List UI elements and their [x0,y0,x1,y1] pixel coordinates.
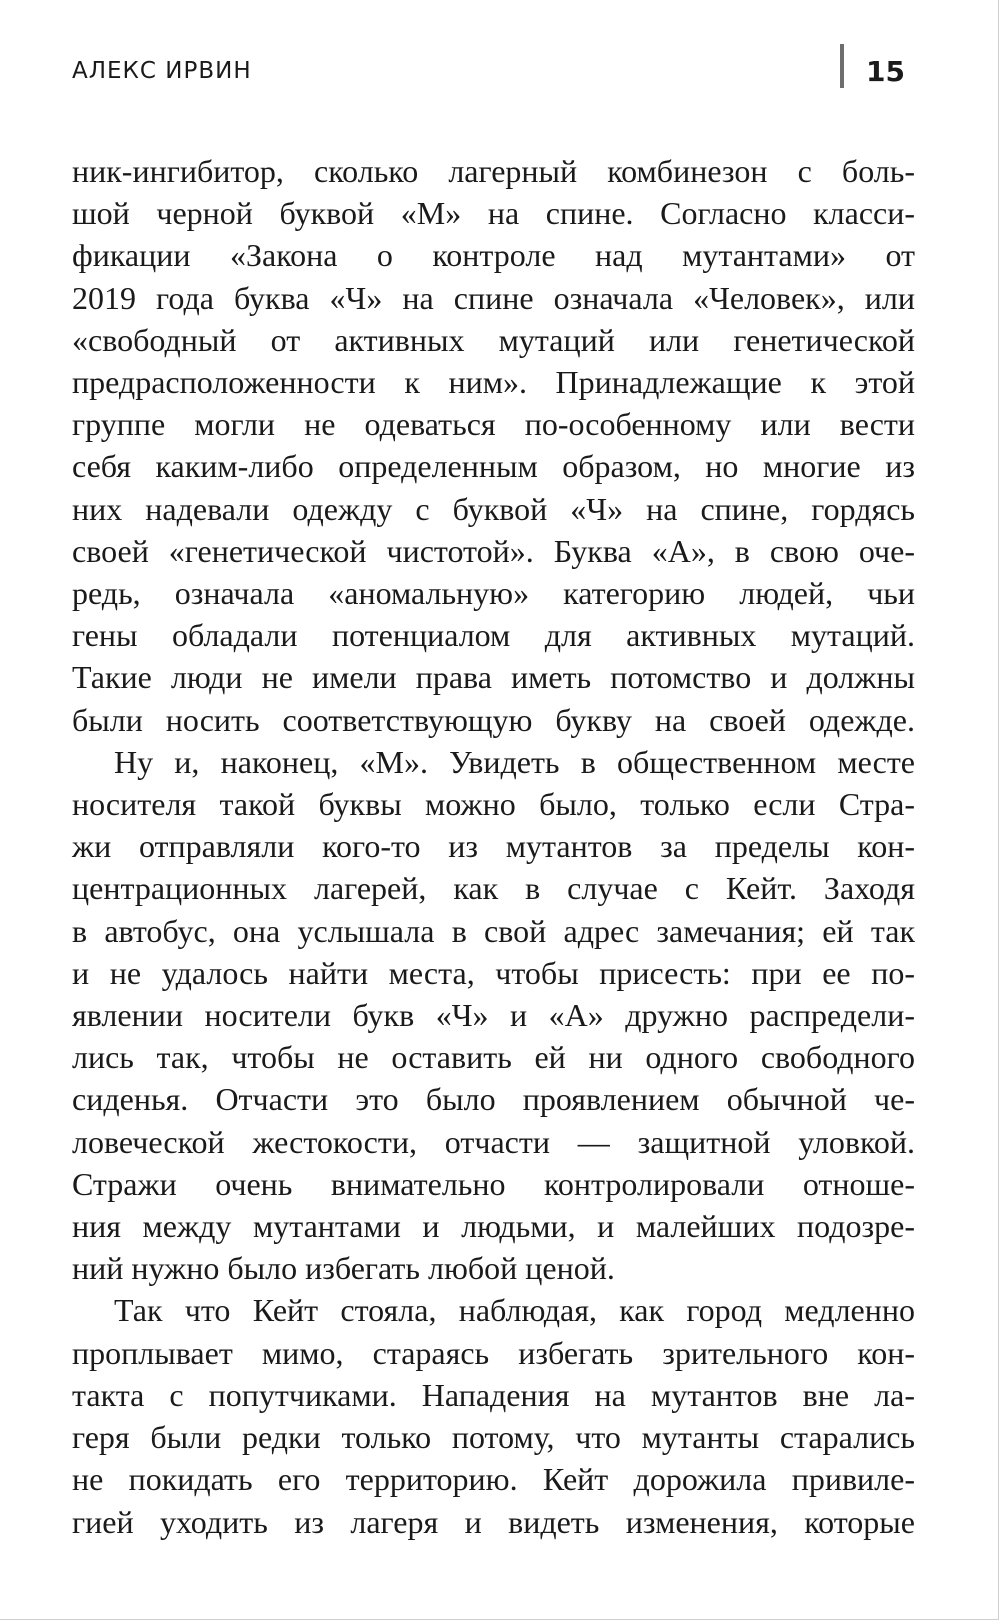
text-line: и не удалось найти места, чтобы присесть: при ее по- [72,954,915,991]
text-line: ний нужно было избегать любой ценой. [72,1250,615,1287]
text-line: такта с попутчиками. Нападения на мутантов вне ла- [72,1376,915,1413]
text-line: проплывает мимо, стараясь избегать зрительного кон- [72,1334,915,1371]
text-line: гией уходить из лагеря и видеть изменения, которые [72,1503,915,1540]
text-line: 2019 года буква «Ч» на спине означала «Человек», или [72,279,915,316]
body-text [72,150,915,1543]
text-line: не покидать его территорию. Кейт дорожила привиле- [72,1461,915,1498]
text-line: шой черной буквой «М» на спине. Согласно класси- [72,195,915,232]
text-line: геря были редки только потому, что мутанты старались [72,1419,915,1456]
text-line: «свободный от активных мутаций или генетической [72,321,915,358]
text-line: Так что Кейт стояла, наблюдая, как город медленно [114,1292,915,1329]
text-line: себя каким-либо определенным образом, но многие из [72,448,915,485]
text-line: фикации «Закона о контроле над мутантами» от [72,237,915,274]
header-divider [840,44,844,88]
text-line: ник-ингибитор, сколько лагерный комбинезон с боль- [72,153,915,189]
text-line: ния между мутантами и людьми, и малейших подозре- [72,1208,915,1245]
text-line: жи отправляли кого-то из мутантов за пределы кон- [72,828,915,865]
text-line: гены обладали потенциалом для активных мутаций. [72,617,915,654]
text-line: Такие люди не имели права иметь потомство и должны [72,659,915,696]
text-line: центрационных лагерей, как в случае с Кейт. Заходя [72,870,915,907]
text-line: были носить соответствующую букву на своей одежде. [72,701,915,738]
text-line: ловеческой жестокости, отчасти — защитной уловкой. [72,1123,915,1160]
text-line: группе могли не одеваться по-особенному или вести [72,406,915,443]
text-line: Ну и, наконец, «М». Увидеть в общественном месте [114,743,915,780]
running-head-author: АЛЕКС ИРВИН [72,58,252,84]
text-line: сиденья. Отчасти это было проявлением обычной че- [72,1081,915,1118]
text-line: в автобус, она услышала в свой адрес замечания; ей так [72,912,915,949]
text-line: своей «генетической чистотой». Буква «А», в свою оче- [72,532,915,569]
text-line: лись так, чтобы не оставить ей ни одного свободного [72,1039,915,1076]
text-line: Стражи очень внимательно контролировали отноше- [72,1165,915,1202]
text-line: редь, означала «аномальную» категорию людей, чьи [72,575,915,612]
text-line: носителя такой буквы можно было, только если Стра- [72,786,915,823]
text-line: них надевали одежду с буквой «Ч» на спине, гордясь [72,490,915,527]
text-line: явлении носители букв «Ч» и «А» дружно распредели- [72,997,915,1034]
text-line: предрасположенности к ним». Принадлежащие к этой [72,364,915,401]
page-number: 15 [866,55,905,88]
